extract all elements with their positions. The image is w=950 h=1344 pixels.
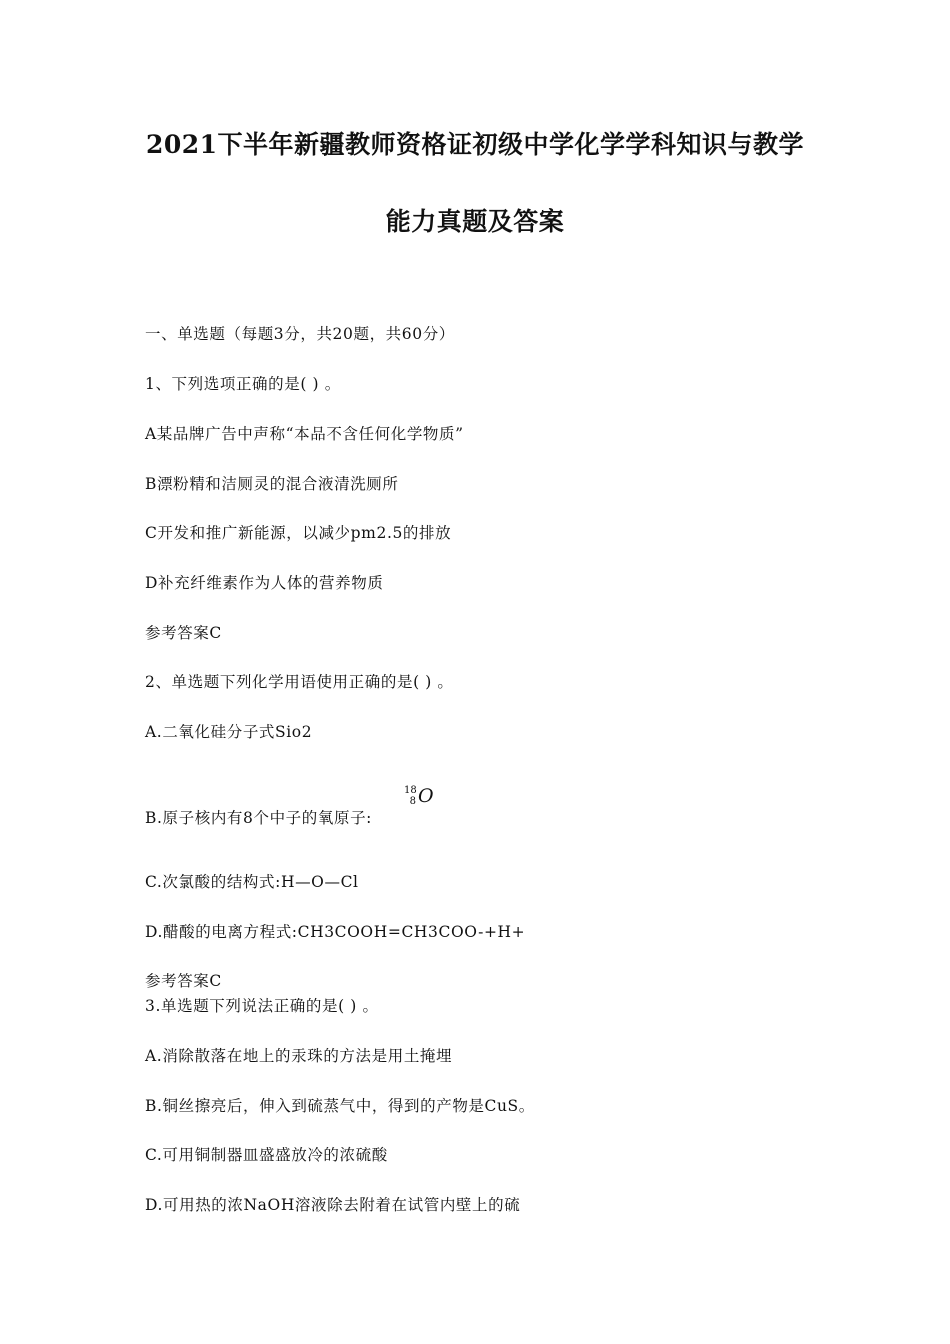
question-1-option-d: D补充纤维素作为人体的营养物质 (145, 574, 384, 592)
question-1-option-b: B漂粉精和洁厕灵的混合液清洗厕所 (145, 475, 399, 493)
question-1-stem: 1、下列选项正确的是( ) 。 (145, 375, 341, 393)
question-2-option-b: B.原子核内有8个中子的氧原子: (145, 809, 373, 827)
question-3-option-d: D.可用热的浓NaOH溶液除去附着在试管内壁上的硫 (145, 1196, 521, 1214)
oxygen-18-isotope-notation (404, 785, 444, 817)
question-2-option-a: A.二氧化硅分子式Sio2 (145, 723, 313, 741)
question-2-option-c: C.次氯酸的结构式:H—O—Cl (145, 873, 359, 891)
question-3-option-a: A.消除散落在地上的汞珠的方法是用土掩埋 (145, 1047, 453, 1065)
document-title-line-1: 2021下半年新疆教师资格证初级中学化学学科知识与教学 (145, 130, 805, 159)
isotope-mass-number: 18 (404, 785, 417, 796)
question-1-answer: 参考答案C (145, 624, 222, 642)
question-2-option-d: D.醋酸的电离方程式:CH3COOH=CH3COO-+H+ (145, 923, 526, 941)
question-2-stem: 2、单选题下列化学用语使用正确的是( ) 。 (145, 673, 454, 691)
question-1-option-a: A某品牌广告中声称“本品不含任何化学物质” (145, 425, 464, 443)
question-3-option-c: C.可用铜制器皿盛盛放冷的浓硫酸 (145, 1146, 388, 1164)
isotope-atomic-number: 8 (409, 796, 416, 807)
question-3-stem: 3.单选题下列说法正确的是( ) 。 (145, 997, 379, 1015)
question-3-option-b: B.铜丝擦亮后，伸入到硫蒸气中，得到的产物是CuS。 (145, 1097, 535, 1115)
section-heading: 一、单选题（每题3分，共20题，共60分） (145, 325, 455, 343)
isotope-symbol: O (418, 785, 434, 807)
document-title-line-2: 能力真题及答案 (385, 207, 565, 236)
question-2-answer: 参考答案C (145, 972, 222, 990)
question-1-option-c: C开发和推广新能源，以减少pm2.5的排放 (145, 524, 452, 542)
